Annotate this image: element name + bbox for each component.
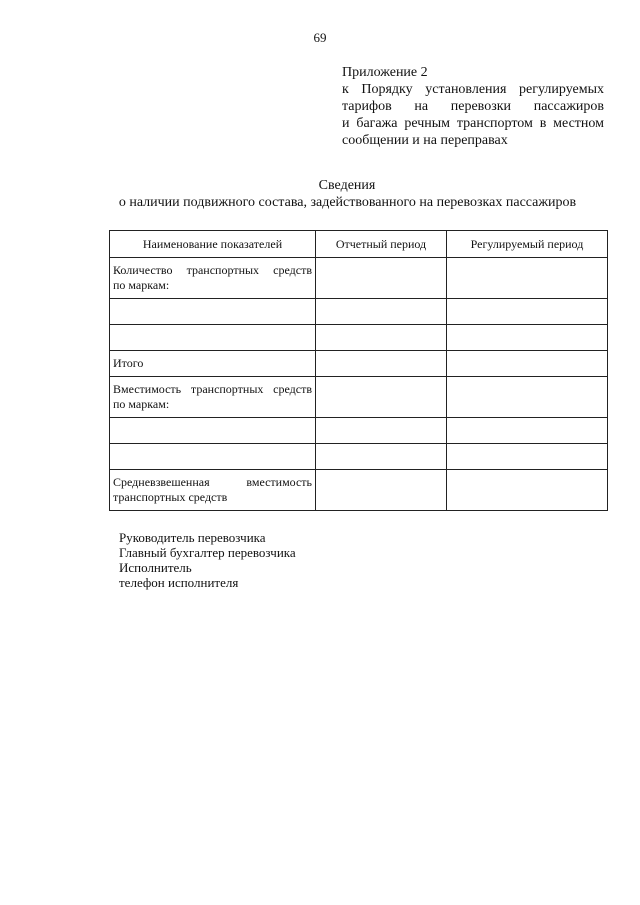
reporting-period-cell[interactable] bbox=[316, 377, 447, 418]
row-label bbox=[110, 470, 316, 511]
document-title: Сведения bbox=[318, 178, 376, 193]
signature-block bbox=[119, 530, 296, 590]
table-row bbox=[110, 418, 608, 444]
reporting-period-cell[interactable] bbox=[316, 418, 447, 444]
appendix-reference bbox=[342, 64, 604, 149]
row-label[interactable] bbox=[110, 444, 316, 470]
reporting-period-cell[interactable] bbox=[316, 351, 447, 377]
row-label-line: Количество транспортных средств bbox=[113, 263, 312, 277]
row-label-total: Итого bbox=[110, 351, 316, 377]
column-header-indicators: Наименование показателей bbox=[110, 231, 316, 258]
reporting-period-cell[interactable] bbox=[316, 299, 447, 325]
reporting-period-cell[interactable] bbox=[316, 444, 447, 470]
table-row bbox=[110, 377, 608, 418]
regulated-period-cell[interactable] bbox=[447, 258, 608, 299]
table-row bbox=[110, 444, 608, 470]
regulated-period-cell[interactable] bbox=[447, 351, 608, 377]
row-label[interactable] bbox=[110, 325, 316, 351]
reporting-period-cell[interactable] bbox=[316, 258, 447, 299]
table-header-row bbox=[110, 231, 608, 258]
row-label[interactable] bbox=[110, 299, 316, 325]
appendix-line: к Порядку установления регулируемых bbox=[342, 82, 604, 97]
table-row bbox=[110, 299, 608, 325]
reporting-period-cell[interactable] bbox=[316, 325, 447, 351]
page-number: 69 bbox=[313, 30, 327, 45]
row-label-line: Вместимость транспортных средств bbox=[113, 382, 312, 396]
signature-line-executor: Исполнитель bbox=[119, 560, 192, 575]
row-label bbox=[110, 377, 316, 418]
regulated-period-cell[interactable] bbox=[447, 299, 608, 325]
row-label-line: Средневзвешенная вместимость bbox=[113, 475, 312, 489]
row-label bbox=[110, 258, 316, 299]
table-row bbox=[110, 258, 608, 299]
table-row bbox=[110, 351, 608, 377]
row-label-line: по маркам: bbox=[113, 397, 170, 411]
table-row bbox=[110, 325, 608, 351]
table-row bbox=[110, 470, 608, 511]
rolling-stock-table bbox=[109, 230, 608, 511]
document-subtitle: о наличии подвижного состава, задействованного на перевозках пассажиров bbox=[118, 195, 577, 210]
appendix-line: сообщении и на переправах bbox=[342, 133, 508, 148]
appendix-title: Приложение 2 bbox=[342, 65, 428, 80]
appendix-line: и багажа речным транспортом в местном bbox=[342, 116, 604, 131]
regulated-period-cell[interactable] bbox=[447, 470, 608, 511]
row-label-line: транспортных средств bbox=[113, 490, 228, 504]
regulated-period-cell[interactable] bbox=[447, 325, 608, 351]
reporting-period-cell[interactable] bbox=[316, 470, 447, 511]
regulated-period-cell[interactable] bbox=[447, 377, 608, 418]
row-label-line: по маркам: bbox=[113, 278, 170, 292]
row-label[interactable] bbox=[110, 418, 316, 444]
regulated-period-cell[interactable] bbox=[447, 418, 608, 444]
column-header-regulated-period: Регулируемый период bbox=[447, 231, 608, 258]
signature-line-phone: телефон исполнителя bbox=[119, 575, 239, 590]
column-header-reporting-period: Отчетный период bbox=[316, 231, 447, 258]
appendix-line: тарифов на перевозки пассажиров bbox=[342, 99, 604, 114]
signature-line-accountant: Главный бухгалтер перевозчика bbox=[119, 545, 296, 560]
regulated-period-cell[interactable] bbox=[447, 444, 608, 470]
signature-line-head: Руководитель перевозчика bbox=[119, 530, 266, 545]
